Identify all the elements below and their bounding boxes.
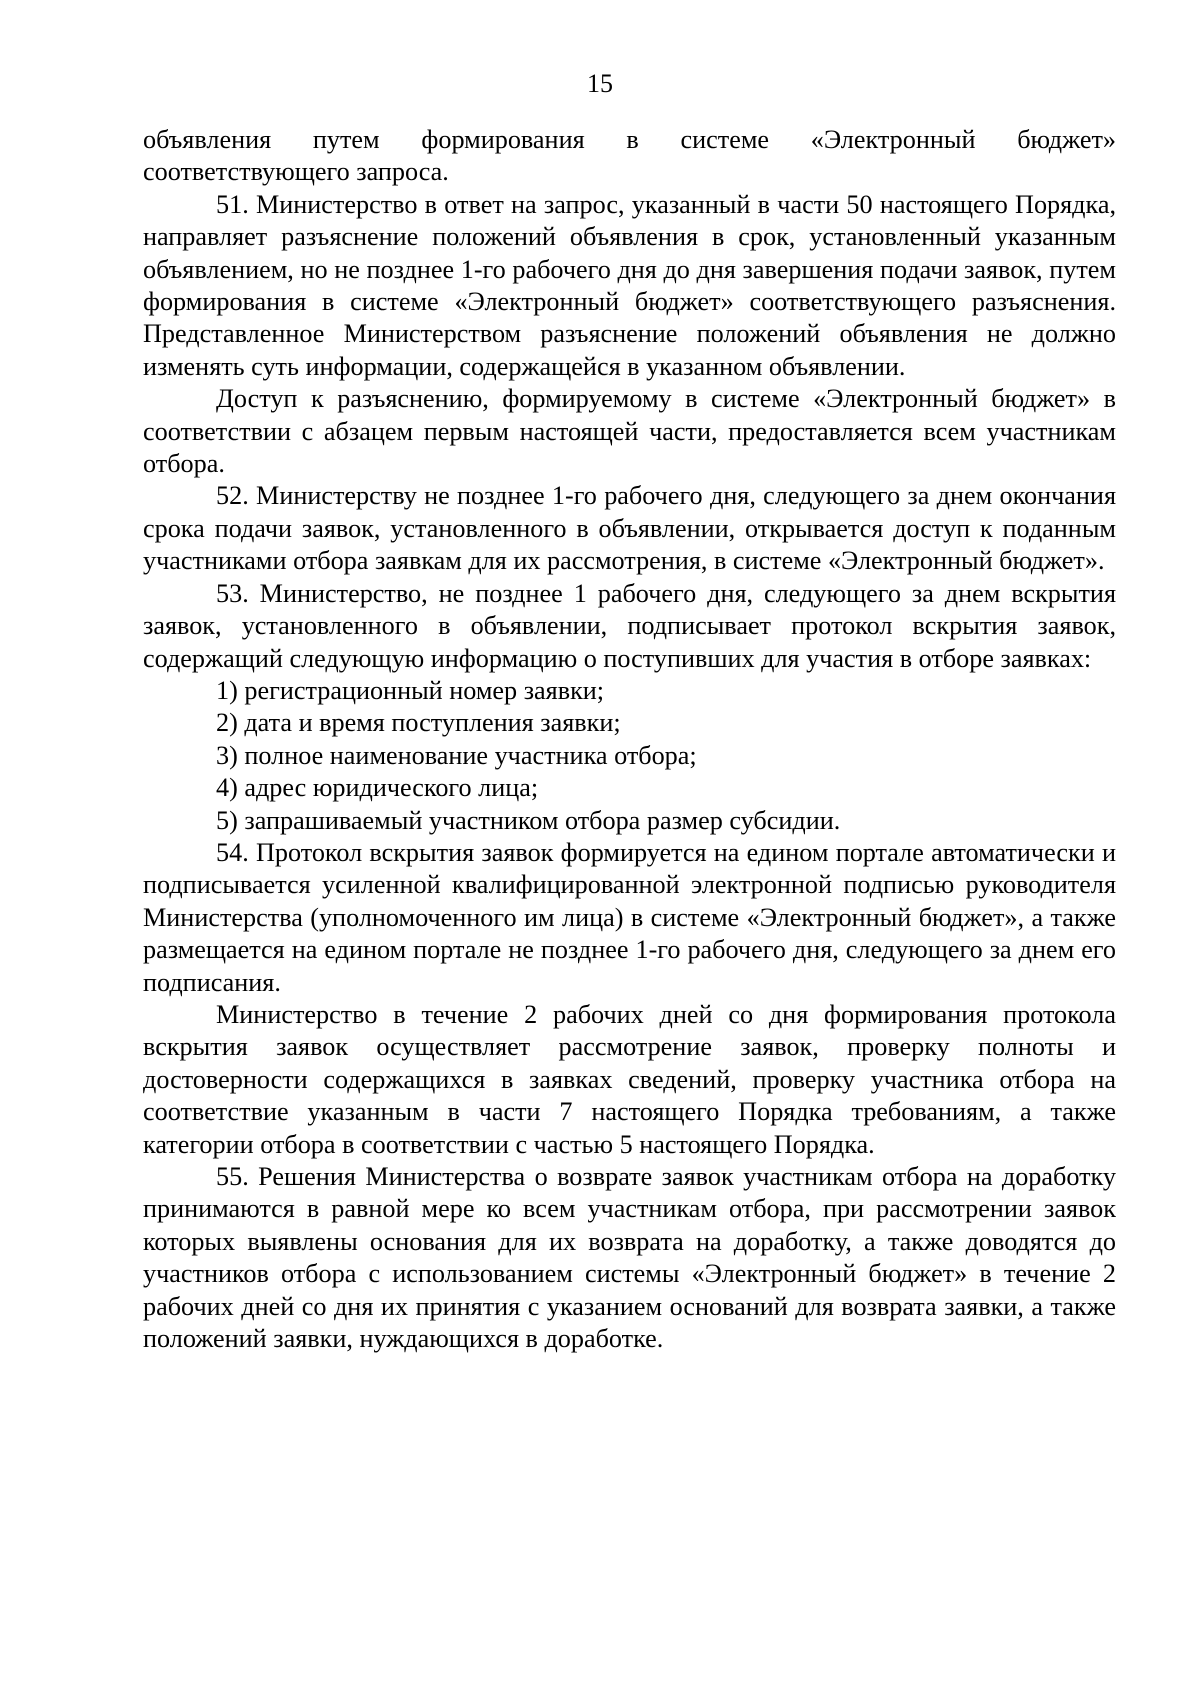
page-number: 15	[587, 69, 613, 98]
paragraph-54: 54. Протокол вскрытия заявок формируется на едином портале автоматически и подписывается усиленной квалифицированной электронной подписью руководителя Министерства (уполномоченного им лица) в системе «Электронный бюджет», а также размещается на едином портале не позднее 1-го рабочего дня, следующего за днем его подписания.	[143, 837, 1116, 997]
list-item: 4) адрес юридического лица;	[216, 773, 539, 803]
list-item: 1) регистрационный номер заявки;	[216, 675, 605, 705]
paragraph-51-access: Доступ к разъяснению, формируемому в системе «Электронный бюджет» в соответствии с абзацем первым настоящей части, предоставляется всем участникам отбора.	[143, 384, 1116, 479]
paragraph-55: 55. Решения Министерства о возврате заявок участникам отбора на доработку принимаются в равной мере ко всем участникам отбора, при рассмотрении заявок которых выявлены основания для их возврата на доработку, а также доводятся до участников отбора с использованием системы «Электронный бюджет» в течение 2 рабочих дней со дня их принятия с указанием оснований для возврата заявки, а также положений заявки, нуждающихся в доработке.	[143, 1162, 1116, 1354]
list-item: 2) дата и время поступления заявки;	[216, 708, 621, 738]
paragraph-51: 51. Министерство в ответ на запрос, указанный в части 50 настоящего Порядка, направляет разъяснение положений объявления в срок, установленный указанным объявлением, но не позднее 1-го рабочего дня до дня завершения подачи заявок, путем формирования в системе «Электронный бюджет» соответствующего разъяснения. Представленное Министерством разъяснение положений объявления не должно изменять суть информации, содержащейся в указанном объявлении.	[143, 189, 1116, 381]
list-item: 5) запрашиваемый участником отбора размер субсидии.	[216, 805, 841, 835]
document-body	[143, 124, 1116, 1355]
paragraph-54-review: Министерство в течение 2 рабочих дней со дня формирования протокола вскрытия заявок осуществляет рассмотрение заявок, проверку полноты и достоверности содержащихся в заявках сведений, проверку участника отбора на соответствие указанным в части 7 настоящего Порядка требованиям, а также категории отбора в соответствии с частью 5 настоящего Порядка.	[143, 999, 1116, 1159]
paragraph-52: 52. Министерству не позднее 1-го рабочего дня, следующего за днем окончания срока подачи заявок, установленного в объявлении, открывается доступ к поданным участниками отбора заявкам для их рассмотрения, в системе «Электронный бюджет».	[143, 481, 1116, 576]
list-item: 3) полное наименование участника отбора;	[216, 740, 697, 770]
paragraph-continuation: объявления путем формирования в системе «Электронный бюджет» соответствующего запроса.	[143, 125, 1116, 187]
paragraph-53: 53. Министерство, не позднее 1 рабочего дня, следующего за днем вскрытия заявок, установленного в объявлении, подписывает протокол вскрытия заявок, содержащий следующую информацию о поступивших для участия в отборе заявках:	[143, 578, 1116, 673]
